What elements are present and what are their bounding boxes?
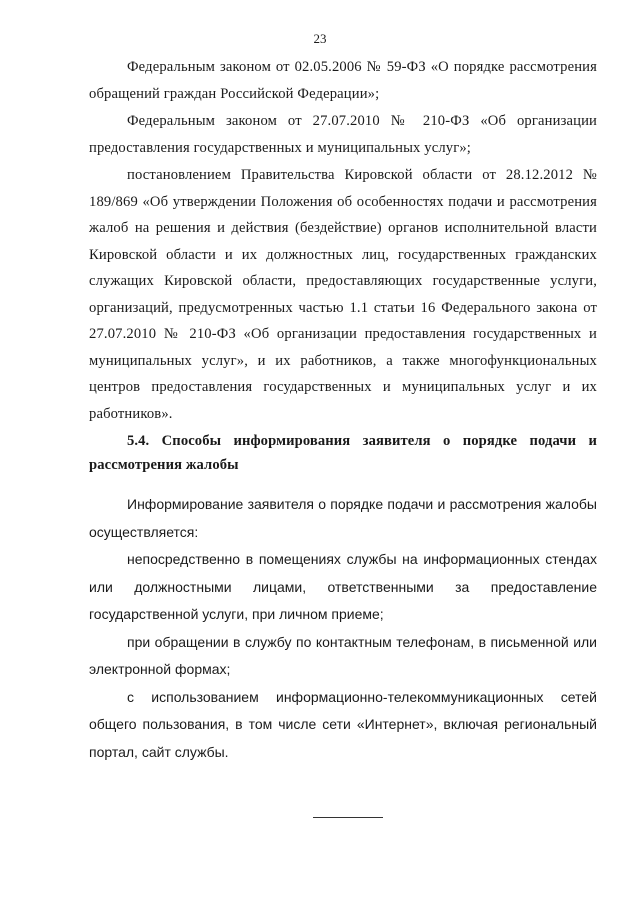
paragraph-federal-law-210: Федеральным законом от 27.07.2010 № 210-ФЗ «Об организации предоставления государственных и муниципальных услуг»;	[89, 113, 597, 156]
section-heading: 5.4. Способы информирования заявителя о порядке подачи и рассмотрения жалобы	[89, 433, 597, 473]
paragraph-informing-internet: с использованием информационно-телекоммуникационных сетей общего пользования, в том числе сети «Интернет», включая региональный портал, сайт службы.	[89, 688, 597, 760]
paragraph-informing-phone-written: при обращении в службу по контактным телефонам, в письменной или электронной формах;	[89, 633, 597, 677]
paragraph-federal-law-59: Федеральным законом от 02.05.2006 № 59-ФЗ «О порядке рассмотрения обращений граждан Российской Федерации»;	[89, 59, 597, 102]
paragraph-kirov-resolution: постановлением Правительства Кировской области от 28.12.2012 № 189/869 «Об утверждении Положения об особенностях подачи и рассмотрения жалоб на решения и действия (бездействие) органов исполнительной власти Кировской области и их должностных лиц, государственных гражданских служащих Кировской области, предоставляющих государственные услуги, организаций, предусмотренных частью 1.1 статьи 16 Федерального закона от 27.07.2010 № 210-ФЗ «Об организации предоставления государственных и муниципальных услуг», и их работников, а также многофункциональных центров предоставления государственных и муниципальных услуг и их работников».	[89, 167, 597, 422]
page-number: 23	[313, 31, 327, 46]
document-body	[89, 54, 597, 766]
end-of-text-rule	[313, 817, 383, 818]
paragraph-informing-intro: Информирование заявителя о порядке подачи и рассмотрения жалобы осуществляется:	[89, 496, 597, 540]
paragraph-informing-in-person: непосредственно в помещениях службы на информационных стендах или должностными лицами, ответственными за предоставление государственной услуги, при личном приеме;	[89, 551, 597, 622]
